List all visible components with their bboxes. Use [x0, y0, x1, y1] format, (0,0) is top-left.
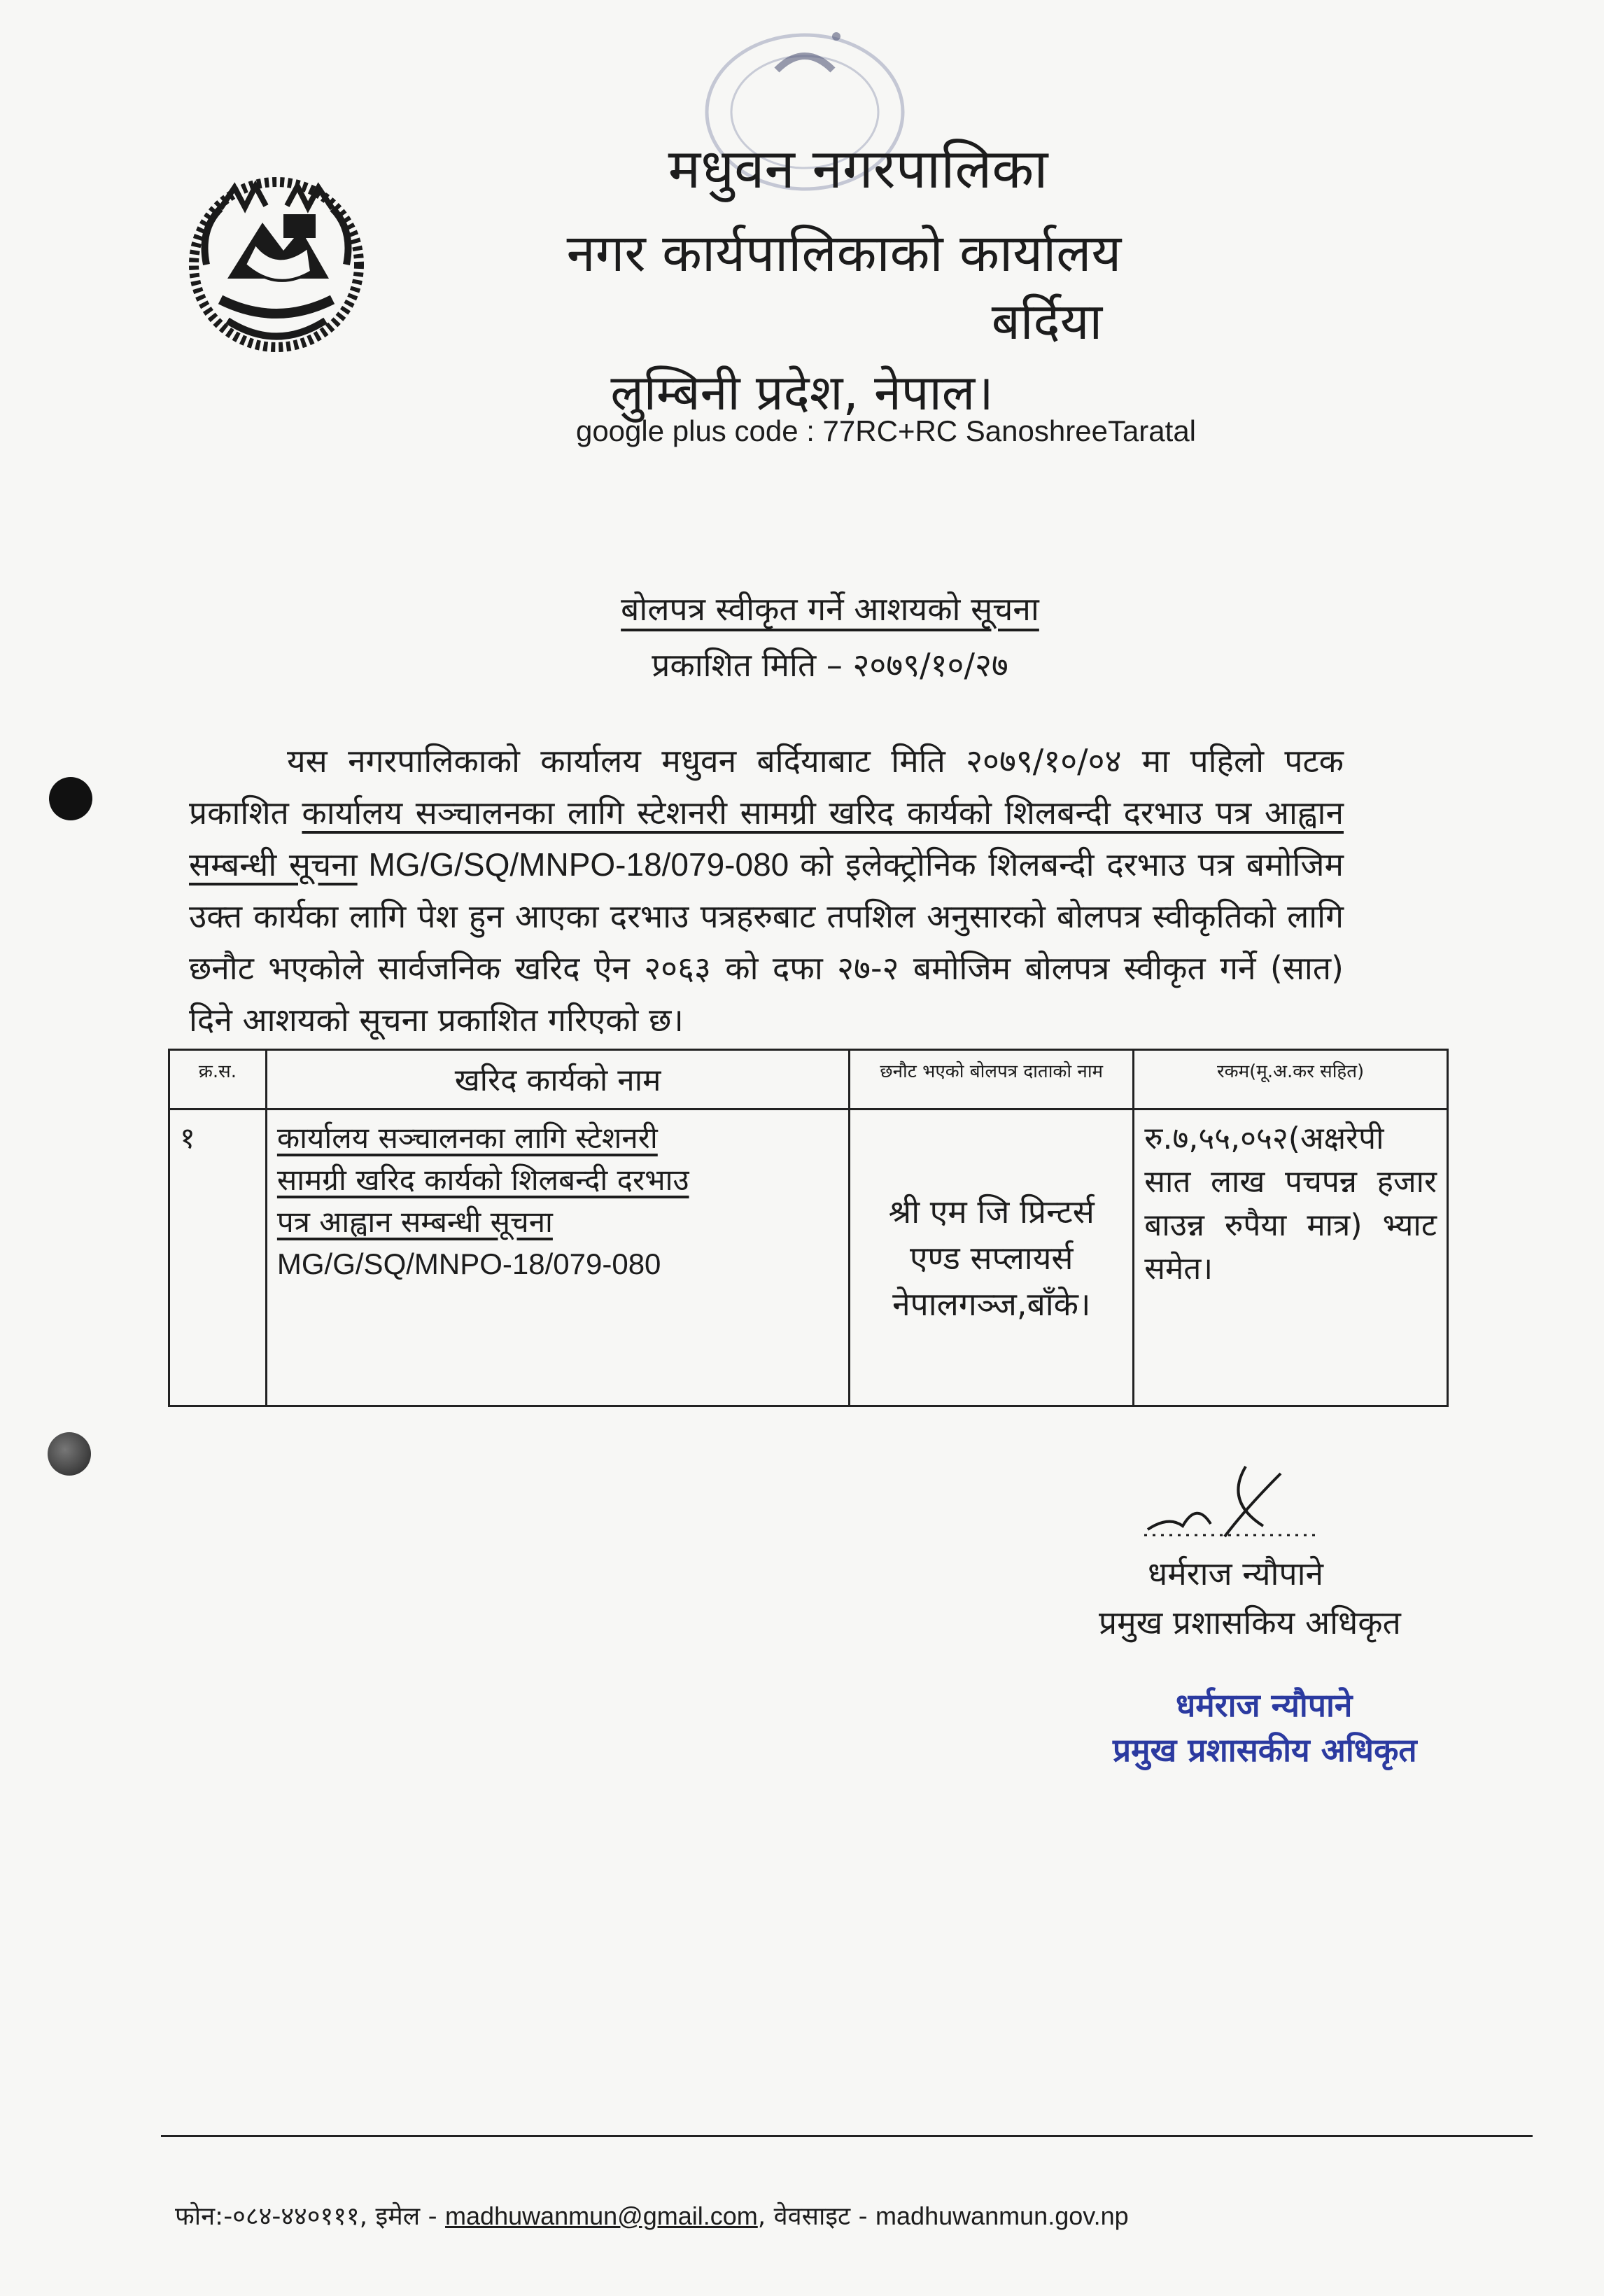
- cell-sn: १: [169, 1110, 267, 1406]
- header-work-name: खरिद कार्यको नाम: [266, 1050, 849, 1110]
- stamp-name: धर्मराज न्यौपाने: [1176, 1686, 1353, 1724]
- work-name-line: कार्यालय सञ्चालनका लागि स्टेशनरी: [276, 1121, 658, 1155]
- cell-amount: रु.७,५५,०५२(अक्षरेपी सात लाख पचपन्न हजार बाउन्न रुपैया मात्र) भ्याट समेत।: [1134, 1110, 1448, 1406]
- signatory-name: धर्मराज न्यौपाने: [1148, 1555, 1324, 1592]
- work-ref-number: MG/G/SQ/MNPO-18/079-080: [276, 1247, 661, 1280]
- bidder-line: एण्ड सप्लायर्स: [909, 1238, 1074, 1277]
- bidder-line: नेपालगञ्ज,बाँके।: [892, 1284, 1091, 1323]
- signature-icon: [1141, 1460, 1323, 1544]
- province-country: लुम्बिनी प्रदेश, नेपाल।: [610, 364, 994, 421]
- plus-code: google plus code : 77RC+RC SanoshreeTaratal: [575, 414, 1197, 447]
- body-intro: यस नगरपालिकाको कार्यालय मधुवन बर्दियाबाट मिति २०७९/१०/०४ मा पहिलो पटक प्रकाशित: [189, 742, 1344, 832]
- notice-subject: [28, 587, 1604, 630]
- work-name-line: सामग्री खरिद कार्यको शिलबन्दी दरभाउ: [276, 1163, 689, 1197]
- footer-divider: [161, 2135, 1533, 2137]
- footer-contact: [175, 2198, 1129, 2232]
- footer-email: madhuwanmun@gmail.com: [445, 2202, 758, 2230]
- header-sn: क्र.स.: [169, 1050, 267, 1110]
- notice-subject-text: बोलपत्र स्वीकृत गर्ने आशयको सूचना: [621, 590, 1039, 628]
- municipality-name: मधुवन नगरपालिका: [668, 138, 1048, 201]
- work-name-line: पत्र आह्वान सम्बन्धी सूचना: [276, 1205, 553, 1239]
- body-rest: को इलेक्ट्रोनिक शिलबन्दी दरभाउ पत्र बमोजिम उक्त कार्यका लागि पेश हुन आएका दरभाउ पत्रहरुबाट तपशिल अनुसारको बोलपत्र स्वीकृतिको लागि छनौट भएकोले सार्वजनिक खरिद ऐन २०६३ को दफा २७-२ बमोजिम बोलपत्र स्वीकृत गर्ने (सात) दिने आशयको सूचना प्रकाशित गरिएको छ।: [189, 846, 1344, 1039]
- district-name: बर्दिया: [991, 292, 1103, 351]
- bid-table: [168, 1049, 1449, 1407]
- header-bidder: छनौट भएको बोलपत्र दाताको नाम: [850, 1050, 1134, 1110]
- bidder-line: श्री एम जि प्रिन्टर्स: [888, 1192, 1095, 1231]
- published-date: प्रकाशित मिति – २०७९/१०/२७: [652, 646, 1008, 684]
- footer-website: madhuwanmun.gov.np: [875, 2202, 1129, 2230]
- body-ref-number: MG/G/SQ/MNPO-18/079-080: [357, 846, 801, 883]
- office-name: नगर कार्यपालिकाको कार्यालय: [566, 223, 1122, 284]
- table-row: [169, 1110, 1448, 1406]
- punch-hole-icon: [49, 777, 92, 820]
- footer-phone: फोन:-०८४-४४०१११, इमेल -: [175, 2202, 446, 2231]
- punch-hole-icon: [48, 1432, 91, 1476]
- cell-work-name: [266, 1110, 849, 1406]
- header-amount: रकम(मू.अ.कर सहित): [1134, 1050, 1448, 1110]
- signatory-title: प्रमुख प्रशासकिय अधिकृत: [1099, 1604, 1401, 1642]
- table-header-row: [169, 1050, 1448, 1110]
- footer-website-label: , वेवसाइट -: [757, 2202, 876, 2231]
- stamp-title: प्रमुख प्रशासकीय अधिकृत: [1113, 1731, 1417, 1769]
- body-notice-title: कार्यालय सञ्चालनका लागि स्टेशनरी सामग्री खरिद कार्यको शिलबन्दी दरभाउ पत्र आह्वान सम्बन्धी सूचना: [189, 794, 1344, 883]
- notice-body: [189, 735, 1344, 1046]
- cell-bidder: [850, 1110, 1134, 1406]
